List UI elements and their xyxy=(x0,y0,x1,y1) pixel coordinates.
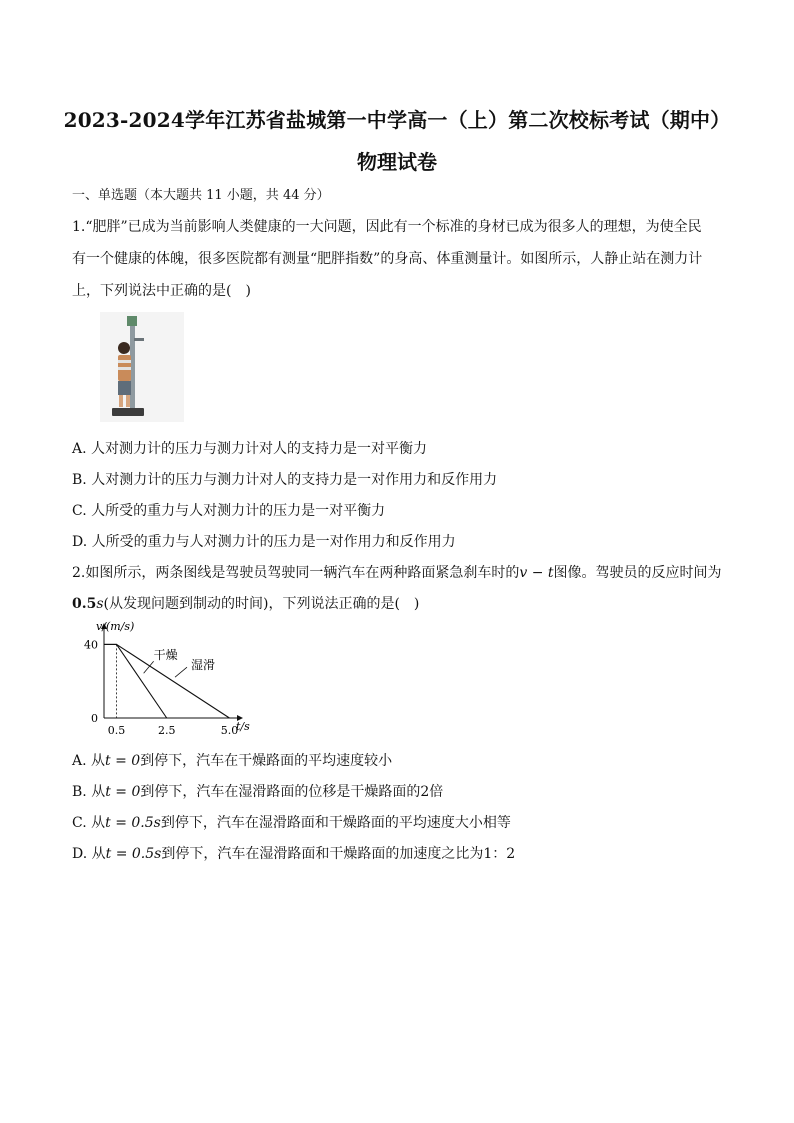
q1-stem-line2: 有一个健康的体魄，很多医院都有测量“肥胖指数”的身高、体重测量计。如图所示，人静止站在测力计 xyxy=(72,251,703,267)
q2-option-b xyxy=(72,781,443,801)
series-label-1: 湿滑 xyxy=(191,658,216,673)
q2-option-b-prefix: B. 从 xyxy=(72,784,106,800)
series-label-0: 干燥 xyxy=(153,648,178,663)
q2-option-c-text: 到停下，汽车在湿滑路面和干燥路面的平均速度大小相等 xyxy=(160,815,511,831)
q2-option-c xyxy=(72,812,511,832)
q1-option-a: A. 人对测力计的压力与测力计对人的支持力是一对平衡力 xyxy=(72,441,428,457)
q2-reaction-unit: s xyxy=(96,596,104,612)
q2-option-c-math: t = 0.5s xyxy=(105,815,161,831)
y-axis-label: v/(m/s) xyxy=(96,620,135,633)
q1-option-d: D. 人所受的重力与人对测力计的压力是一对作用力和反作用力 xyxy=(72,534,456,550)
series-label-pointer-1 xyxy=(175,667,187,677)
q2-stem-rest: (从发现问题到制动的时间)，下列说法正确的是( ) xyxy=(103,596,420,612)
q2-option-c-prefix: C. 从 xyxy=(72,815,106,831)
exam-subtitle: 物理试卷 xyxy=(357,150,437,174)
q2-option-d xyxy=(72,843,515,863)
person-on-scale-figure xyxy=(100,312,184,422)
y-tick-label-0: 0 xyxy=(91,712,98,725)
q2-option-b-math: t = 0 xyxy=(105,784,141,800)
q2-reaction-time: 0.5 xyxy=(72,596,97,612)
q2-option-d-text: 到停下，汽车在湿滑路面和干燥路面的加速度之比为1：2 xyxy=(161,846,516,862)
y-tick-label-1: 40 xyxy=(84,638,98,652)
q2-option-a xyxy=(72,750,392,770)
q2-stem-line1 xyxy=(72,562,722,582)
x-tick-label-1: 2.5 xyxy=(157,724,176,737)
x-tick-label-2: 5.0 xyxy=(220,724,239,737)
q2-option-b-text: 到停下，汽车在湿滑路面的位移是干燥路面的2倍 xyxy=(140,784,444,800)
q1-stem-line1: 1.“肥胖”已成为当前影响人类健康的一大问题，因此有一个标准的身材已成为很多人的理想，为使全民 xyxy=(72,219,702,235)
q1-stem-line3: 上，下列说法中正确的是( ) xyxy=(72,283,251,299)
vt-chart xyxy=(70,618,250,740)
q1-option-b: B. 人对测力计的压力与测力计对人的支持力是一对作用力和反作用力 xyxy=(72,472,498,488)
q2-option-d-math: t = 0.5s xyxy=(105,846,162,862)
q2-stem-math: v − t xyxy=(519,565,554,581)
q2-option-a-prefix: A. 从 xyxy=(72,753,106,769)
exam-title: 2023-2024学年江苏省盐城第一中学高一（上）第二次校标考试（期中） xyxy=(63,108,731,132)
x-axis-label: t/s xyxy=(236,720,250,733)
section-heading: 一、单选题（本大题共 11 小题，共 44 分） xyxy=(72,188,330,203)
q2-option-d-prefix: D. 从 xyxy=(72,846,106,862)
q1-option-c: C. 人所受的重力与人对测力计的压力是一对平衡力 xyxy=(72,503,386,519)
q2-option-a-math: t = 0 xyxy=(105,753,141,769)
q2-stem-text-b: 图像。驾驶员的反应时间为 xyxy=(553,565,722,581)
q2-option-a-text: 到停下，汽车在干燥路面的平均速度较小 xyxy=(140,753,393,769)
q2-stem-text-a: 2.如图所示，两条图线是驾驶员驾驶同一辆汽车在两种路面紧急刹车时的 xyxy=(72,565,520,581)
q2-stem-line2 xyxy=(72,593,419,613)
x-tick-label-0: 0.5 xyxy=(107,724,126,737)
